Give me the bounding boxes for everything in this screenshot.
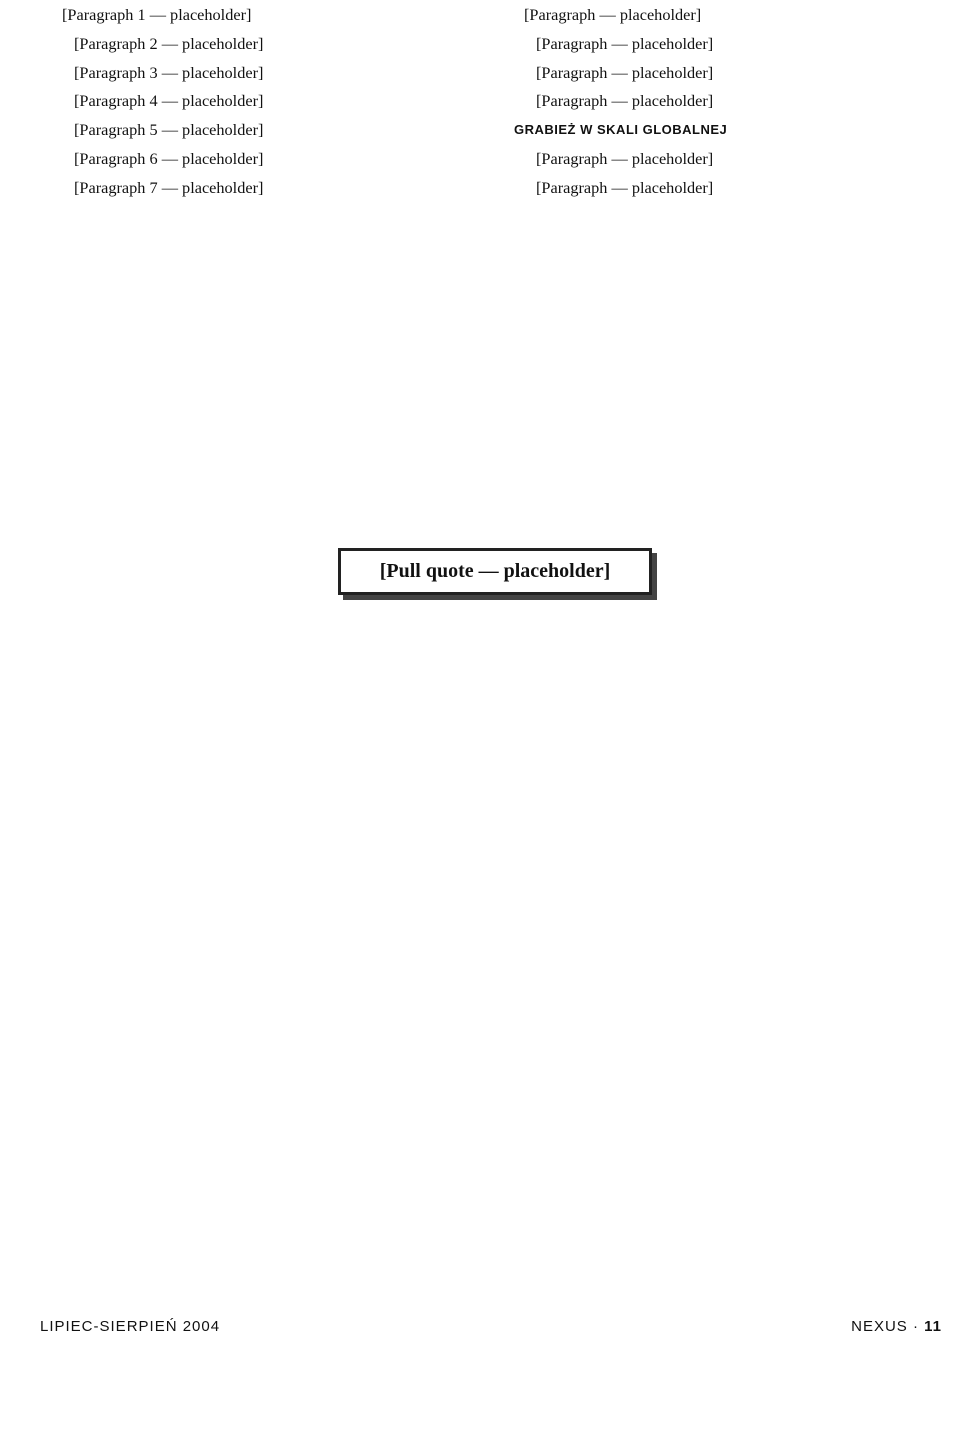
article-paragraph: [Paragraph 4 — placeholder]: [74, 91, 264, 111]
page-number: 11: [924, 1318, 942, 1335]
article-paragraph: [Paragraph — placeholder]: [536, 177, 714, 197]
article-paragraph: [Paragraph 6 — placeholder]: [74, 148, 264, 168]
article-paragraph: [Paragraph 1 — placeholder]: [62, 5, 252, 24]
article-paragraph: [Paragraph 3 — placeholder]: [74, 62, 264, 82]
section-subhead: GRABIEŻ W SKALI GLOBALNEJ: [514, 122, 728, 138]
footer-issue: LIPIEC-SIERPIEŃ 2004: [40, 1318, 221, 1335]
article-paragraph: [Paragraph 5 — placeholder]: [74, 120, 264, 140]
article-paragraph: [Paragraph — placeholder]: [536, 62, 714, 82]
article-paragraph: [Paragraph — placeholder]: [524, 5, 702, 24]
footer-separator: ·: [912, 1318, 919, 1335]
article-paragraph: [Paragraph 7 — placeholder]: [74, 177, 264, 197]
footer-magazine: NEXUS: [851, 1318, 908, 1335]
pull-quote: [Pull quote — placeholder]: [338, 548, 652, 595]
article-column-left: [52, 4, 492, 206]
article-paragraph: [Paragraph — placeholder]: [536, 148, 714, 168]
article-paragraph: [Paragraph — placeholder]: [536, 91, 714, 111]
article-column-right: [514, 4, 946, 206]
footer-folio: [851, 1318, 942, 1335]
article-paragraph: [Paragraph — placeholder]: [536, 33, 714, 53]
article-paragraph: [Paragraph 2 — placeholder]: [74, 33, 264, 53]
